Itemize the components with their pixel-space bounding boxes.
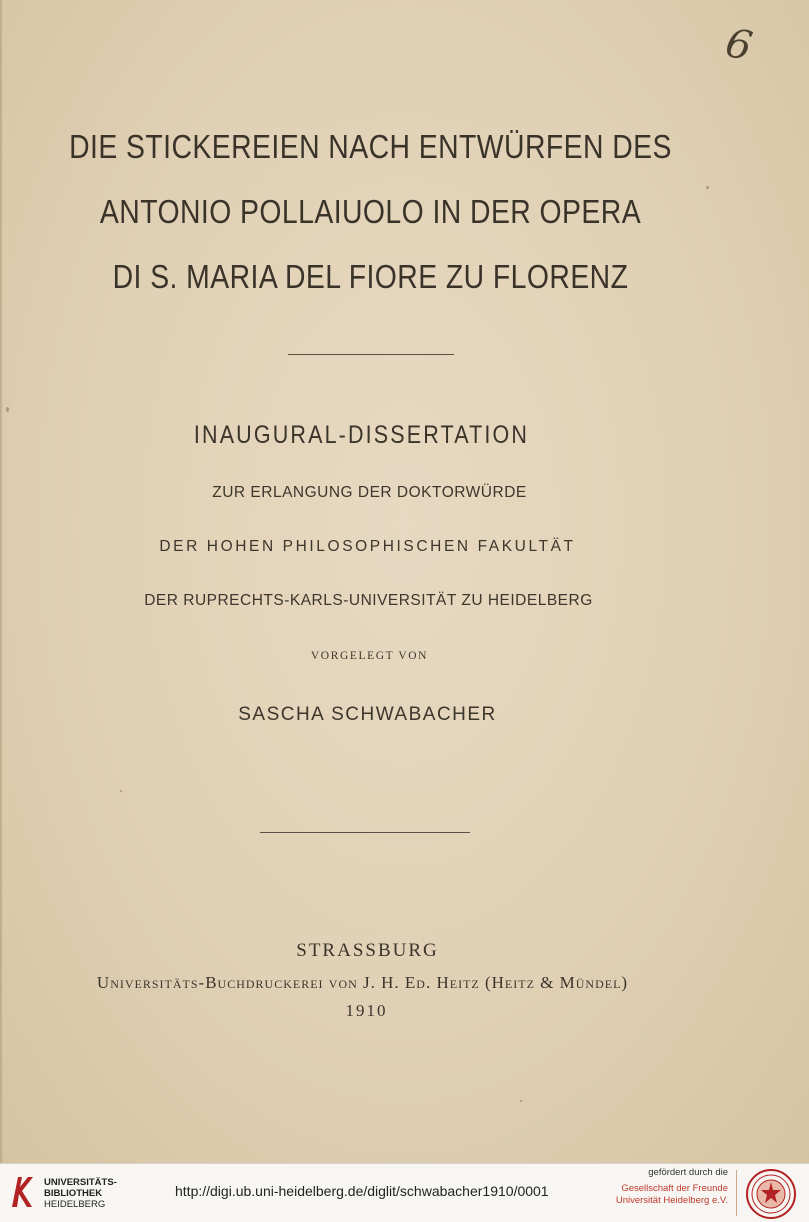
paper-speck bbox=[120, 790, 122, 792]
subtitle-line-1: ZUR ERLANGUNG DER DOKTORWÜRDE bbox=[212, 484, 527, 501]
footer-separator bbox=[736, 1170, 737, 1216]
colophon-year: 1910 bbox=[345, 1001, 388, 1020]
ub-heidelberg-logo-icon bbox=[8, 1173, 38, 1209]
title-line-2: ANTONIO POLLAIUOLO IN DER OPERA bbox=[99, 193, 642, 230]
presented-by: VORGELEGT VON bbox=[310, 650, 429, 662]
dissertation-heading: INAUGURAL-DISSERTATION bbox=[193, 421, 530, 449]
subtitle-line-3: DER RUPRECHTS-KARLS-UNIVERSITÄT ZU HEIDELBERG bbox=[144, 592, 593, 609]
title-line-3: DI S. MARIA DEL FIORE ZU FLORENZ bbox=[112, 258, 629, 295]
title-line-1: DIE STICKEREIEN NACH ENTWÜRFEN DES bbox=[69, 128, 672, 165]
colophon-printer: Universitäts-Buchdruckerei von J. H. Ed. Heitz (Heitz & Mündel) bbox=[96, 973, 629, 992]
paper-speck bbox=[6, 407, 9, 412]
divider-rule bbox=[260, 832, 470, 833]
subtitle-line-2: DER HOHEN PHILOSOPHISCHEN FAKULTÄT bbox=[159, 538, 576, 555]
library-name: UNIVERSITÄTS- BIBLIOTHEK HEIDELBERG bbox=[44, 1177, 117, 1210]
digitization-footer bbox=[0, 1163, 809, 1222]
divider-rule bbox=[288, 354, 454, 355]
sponsor-credit: gefördert durch die Gesellschaft der Freunde Universität Heidelberg e.V. bbox=[615, 1167, 728, 1206]
handwritten-page-number: 6 bbox=[721, 19, 756, 71]
university-seal-icon bbox=[745, 1168, 797, 1220]
paper-speck bbox=[520, 1100, 522, 1102]
colophon-city: STRASSBURG bbox=[296, 940, 439, 961]
paper-speck bbox=[706, 186, 709, 189]
author-name: SASCHA SCHWABACHER bbox=[238, 704, 497, 725]
permalink-url[interactable]: http://digi.ub.uni-heidelberg.de/diglit/schwabacher1910/0001 bbox=[175, 1183, 549, 1199]
